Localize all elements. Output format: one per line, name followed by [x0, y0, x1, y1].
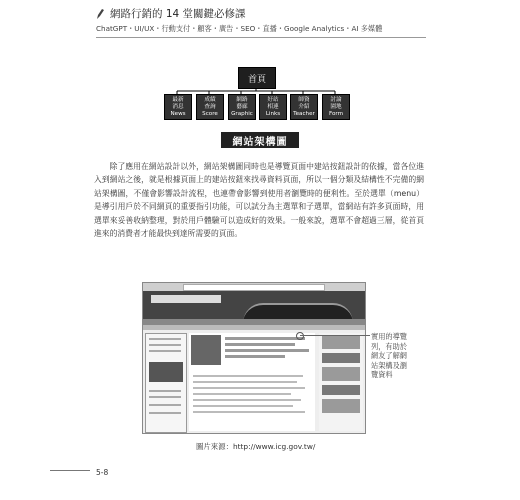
figure-caption: 圖片來源：http://www.icg.gov.tw/ — [196, 442, 316, 451]
site-right-column — [319, 333, 363, 431]
site-sidebar — [145, 333, 187, 433]
book-subtitle: ChatGPT・UI/UX・行動支付・顧客・廣告・SEO・直播・Google Analytics・AI 多媒體 — [96, 24, 383, 33]
news-photo — [191, 335, 221, 365]
sitemap-root-node: 首頁 — [238, 67, 276, 89]
website-screenshot — [142, 282, 366, 434]
sitemap-node-news: 最新 消息 News — [164, 94, 192, 120]
sitemap-node-teacher: 師資 介紹 Teacher — [290, 94, 318, 120]
site-subnav-bar — [143, 325, 365, 330]
body-paragraph: 除了應用在網站設計以外，網站架構圖同時也是導覽頁面中建站按鈕設計的依據，當各位進入到網站之後，就是根據頁面上的建站按鈕來找尋資料頁面，所以一個分類及結構性不完備的網站架構圖，不僅會影響設計流程，也連帶會影響到使用者瀏覽時的便利性。至於選單（menu）是導引用戶於不同網頁的重要指引功能，可以試分為主選單和子選單，當網站有許多頁面時，用選單來妥善收納整理，對於用戶體驗可以造成好的效果。一般來說，選單不會超過三層，從首頁進來的消費者才能最快到達所需要的頁面。 — [94, 162, 424, 239]
callout-note: 實用的導覽列，有助於網友了解網站架構及瀏覽資料 — [371, 332, 407, 380]
site-banner — [143, 291, 365, 319]
callout-marker — [296, 332, 304, 340]
section-banner: 網站架構圖 — [221, 132, 299, 148]
browser-toolbar — [143, 283, 365, 291]
sitemap-node-score: 成績 查詢 Score — [196, 94, 224, 120]
sitemap-node-graphic: 網路 藝廊 Graphic — [228, 94, 256, 120]
callout-leader-line — [300, 335, 370, 336]
footer-swoosh — [50, 464, 90, 471]
sitemap-node-links: 好站 相連 Links — [259, 94, 287, 120]
site-main-content — [189, 333, 315, 431]
address-bar — [183, 284, 325, 291]
site-logo — [151, 295, 221, 303]
book-title-text: 網路行銷的 14 堂關鍵必修課 — [110, 8, 246, 20]
sitemap-diagram — [0, 0, 520, 140]
sidebar-photo — [149, 362, 183, 382]
sitemap-node-form: 討論 園地 Form — [322, 94, 350, 120]
page-number: 5-8 — [96, 468, 109, 477]
